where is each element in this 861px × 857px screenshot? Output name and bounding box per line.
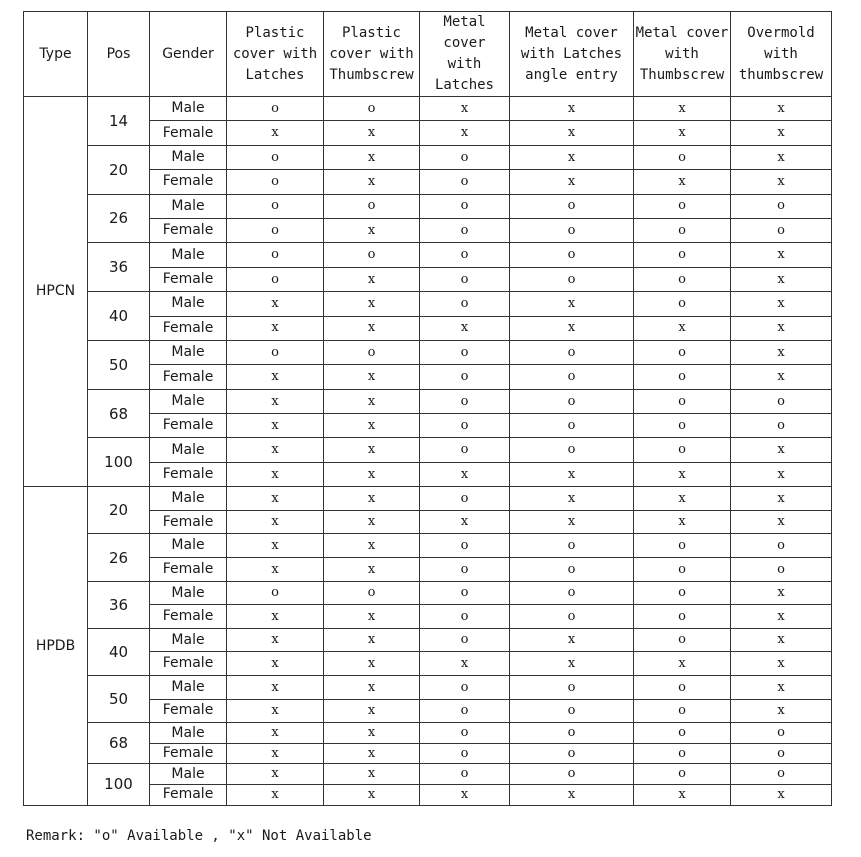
availability-cell: x [324, 365, 420, 389]
availability-cell: o [731, 723, 832, 744]
availability-cell: x [324, 699, 420, 723]
availability-cell: o [510, 389, 634, 413]
availability-cell: o [634, 243, 731, 267]
pos-cell: 40 [88, 292, 150, 341]
availability-cell: x [227, 743, 324, 764]
availability-cell: o [510, 414, 634, 438]
availability-cell: x [731, 97, 832, 121]
availability-cell: o [510, 243, 634, 267]
gender-cell: Male [150, 243, 227, 267]
availability-cell: x [324, 743, 420, 764]
availability-cell: o [510, 581, 634, 605]
pos-cell: 50 [88, 676, 150, 723]
availability-cell: o [510, 365, 634, 389]
availability-cell: o [731, 414, 832, 438]
availability-cell: o [731, 194, 832, 218]
header-line: Overmold [747, 24, 815, 41]
availability-cell: x [634, 97, 731, 121]
gender-cell: Male [150, 676, 227, 700]
availability-cell: o [420, 487, 510, 511]
availability-cell: x [510, 652, 634, 676]
availability-cell: o [510, 218, 634, 242]
availability-cell: o [420, 389, 510, 413]
availability-cell: o [227, 340, 324, 364]
availability-cell: o [634, 764, 731, 785]
availability-cell: x [634, 170, 731, 194]
pos-cell: 100 [88, 764, 150, 805]
availability-cell: x [634, 487, 731, 511]
availability-cell: o [227, 267, 324, 291]
availability-cell: x [324, 558, 420, 582]
availability-cell: o [634, 145, 731, 169]
table-row [24, 534, 832, 558]
pos-cell: 50 [88, 340, 150, 389]
availability-cell: o [324, 243, 420, 267]
availability-cell: o [731, 743, 832, 764]
availability-cell: o [420, 218, 510, 242]
table-row [24, 145, 832, 169]
availability-cell: x [227, 438, 324, 462]
availability-cell: x [731, 628, 832, 652]
pos-cell: 100 [88, 438, 150, 487]
availability-cell: x [227, 487, 324, 511]
availability-cell: x [324, 534, 420, 558]
availability-cell: x [324, 145, 420, 169]
availability-cell: x [227, 676, 324, 700]
pos-cell: 36 [88, 581, 150, 628]
availability-cell: x [634, 652, 731, 676]
availability-cell: o [420, 145, 510, 169]
availability-cell: x [227, 723, 324, 744]
availability-cell: o [634, 676, 731, 700]
availability-cell: x [731, 365, 832, 389]
availability-cell: x [510, 510, 634, 534]
availability-cell: x [510, 121, 634, 145]
availability-cell: x [510, 462, 634, 486]
availability-cell: o [634, 438, 731, 462]
availability-cell: x [731, 438, 832, 462]
gender-cell: Female [150, 462, 227, 486]
availability-cell: x [324, 292, 420, 316]
availability-cell: o [634, 365, 731, 389]
availability-cell: o [510, 676, 634, 700]
header-metal-thumbscrew [634, 12, 731, 97]
availability-cell: o [227, 243, 324, 267]
availability-cell: o [634, 723, 731, 744]
availability-cell: o [634, 218, 731, 242]
availability-cell: x [324, 462, 420, 486]
availability-cell: o [634, 605, 731, 629]
availability-cell: o [510, 743, 634, 764]
pos-cell: 20 [88, 487, 150, 534]
availability-cell: x [227, 414, 324, 438]
gender-cell: Male [150, 340, 227, 364]
gender-cell: Female [150, 510, 227, 534]
availability-cell: o [634, 558, 731, 582]
availability-cell: x [324, 438, 420, 462]
pos-cell: 14 [88, 97, 150, 146]
availability-cell: o [420, 699, 510, 723]
availability-cell: x [420, 784, 510, 805]
header-line: Plastic [245, 24, 305, 41]
gender-cell: Female [150, 605, 227, 629]
availability-cell: x [731, 487, 832, 511]
availability-cell: o [324, 581, 420, 605]
gender-cell: Female [150, 121, 227, 145]
availability-cell: o [420, 534, 510, 558]
header-line: Metal [443, 14, 486, 30]
availability-cell: x [324, 652, 420, 676]
gender-cell: Male [150, 389, 227, 413]
availability-cell: o [634, 292, 731, 316]
availability-cell: x [227, 652, 324, 676]
table-row [24, 194, 832, 218]
availability-cell: x [731, 316, 832, 340]
header-line: cover [443, 35, 486, 51]
availability-cell: o [510, 438, 634, 462]
gender-cell: Female [150, 170, 227, 194]
gender-cell: Male [150, 581, 227, 605]
header-gender: Gender [150, 12, 227, 97]
availability-cell: o [324, 340, 420, 364]
availability-cell: o [227, 194, 324, 218]
availability-cell: o [420, 292, 510, 316]
table-row [24, 581, 832, 605]
gender-cell: Male [150, 194, 227, 218]
availability-cell: o [510, 267, 634, 291]
availability-cell: x [731, 170, 832, 194]
availability-cell: o [634, 267, 731, 291]
availability-cell: x [227, 462, 324, 486]
pos-cell: 36 [88, 243, 150, 292]
gender-cell: Male [150, 534, 227, 558]
availability-cell: x [510, 170, 634, 194]
table-row [24, 438, 832, 462]
availability-cell: x [324, 510, 420, 534]
header-line: Metal cover [525, 24, 618, 41]
availability-cell: o [420, 628, 510, 652]
table-row [24, 764, 832, 785]
availability-cell: x [731, 605, 832, 629]
availability-cell: x [731, 340, 832, 364]
header-line: angle entry [525, 66, 618, 83]
availability-cell: o [731, 764, 832, 785]
availability-cell: o [420, 558, 510, 582]
availability-cell: o [634, 194, 731, 218]
availability-cell: x [634, 121, 731, 145]
gender-cell: Female [150, 784, 227, 805]
availability-cell: x [227, 292, 324, 316]
header-line: thumbscrew [738, 66, 824, 83]
header-pos: Pos [88, 12, 150, 97]
table-row [24, 487, 832, 511]
availability-cell: o [634, 628, 731, 652]
availability-cell: x [731, 676, 832, 700]
availability-cell: x [324, 784, 420, 805]
availability-cell: x [324, 628, 420, 652]
table-row [24, 389, 832, 413]
availability-cell: o [420, 676, 510, 700]
pos-cell: 20 [88, 145, 150, 194]
availability-cell: o [420, 365, 510, 389]
availability-cell: o [420, 743, 510, 764]
availability-cell: x [510, 487, 634, 511]
availability-cell: x [510, 784, 634, 805]
availability-cell: x [731, 121, 832, 145]
availability-cell: x [731, 462, 832, 486]
table-row [24, 676, 832, 700]
availability-cell: x [510, 97, 634, 121]
availability-cell: o [420, 170, 510, 194]
availability-cell: x [420, 510, 510, 534]
availability-cell: o [731, 558, 832, 582]
pos-cell: 40 [88, 628, 150, 675]
gender-cell: Male [150, 438, 227, 462]
availability-cell: x [634, 510, 731, 534]
gender-cell: Female [150, 699, 227, 723]
availability-cell: o [510, 723, 634, 744]
availability-cell: o [420, 438, 510, 462]
type-cell: HPDB [24, 487, 88, 805]
availability-cell: o [420, 267, 510, 291]
availability-cell: o [510, 340, 634, 364]
table-row [24, 97, 832, 121]
availability-cell: x [420, 97, 510, 121]
availability-cell: o [731, 534, 832, 558]
availability-cell: o [420, 194, 510, 218]
availability-cell: x [227, 628, 324, 652]
availability-cell: x [510, 145, 634, 169]
availability-cell: x [324, 487, 420, 511]
header-line: Thumbscrew [329, 66, 414, 83]
availability-cell: x [227, 605, 324, 629]
availability-cell: o [324, 97, 420, 121]
availability-cell: x [324, 389, 420, 413]
header-line: with [764, 45, 798, 62]
availability-cell: o [510, 534, 634, 558]
gender-cell: Male [150, 628, 227, 652]
availability-cell: x [634, 462, 731, 486]
availability-cell: x [731, 784, 832, 805]
availability-cell: x [420, 462, 510, 486]
gender-cell: Female [150, 414, 227, 438]
header-plastic-thumbscrew [324, 12, 420, 97]
availability-cell: o [634, 389, 731, 413]
availability-cell: x [324, 218, 420, 242]
availability-cell: o [227, 218, 324, 242]
gender-cell: Male [150, 292, 227, 316]
availability-cell: x [731, 581, 832, 605]
header-line: Metal cover [635, 24, 729, 41]
header-line: Plastic [341, 24, 401, 41]
pos-cell: 68 [88, 389, 150, 438]
availability-cell: x [420, 316, 510, 340]
availability-cell: x [634, 316, 731, 340]
availability-cell: o [227, 145, 324, 169]
availability-cell: x [324, 676, 420, 700]
availability-cell: x [731, 267, 832, 291]
pos-cell: 26 [88, 194, 150, 243]
availability-cell: x [510, 292, 634, 316]
availability-cell: o [420, 340, 510, 364]
header-line: with [447, 56, 482, 72]
availability-cell: x [227, 316, 324, 340]
availability-cell: o [634, 534, 731, 558]
gender-cell: Female [150, 743, 227, 764]
table-row [24, 723, 832, 744]
availability-cell: o [227, 581, 324, 605]
availability-cell: o [420, 243, 510, 267]
header-type: Type [24, 12, 88, 97]
availability-cell: o [420, 723, 510, 744]
availability-cell: o [420, 414, 510, 438]
availability-cell: o [634, 581, 731, 605]
availability-cell: x [227, 389, 324, 413]
availability-cell: x [227, 510, 324, 534]
table-row [24, 243, 832, 267]
availability-cell: x [227, 699, 324, 723]
header-line: Latches [245, 66, 305, 83]
availability-cell: x [731, 243, 832, 267]
group-hpcn [24, 97, 832, 487]
availability-cell: x [731, 292, 832, 316]
header-metal-latches [420, 12, 510, 97]
availability-cell: x [510, 316, 634, 340]
availability-cell: o [510, 605, 634, 629]
header-line: cover with [232, 45, 318, 62]
table-row [24, 628, 832, 652]
header-line: with Latches [520, 45, 623, 62]
header-row [24, 12, 832, 97]
gender-cell: Male [150, 487, 227, 511]
availability-cell: x [227, 558, 324, 582]
remark-note: Remark: "o" Available , "x" Not Available [26, 828, 372, 844]
availability-cell: x [731, 145, 832, 169]
availability-cell: x [227, 534, 324, 558]
availability-cell: x [420, 652, 510, 676]
availability-cell: o [420, 605, 510, 629]
pos-cell: 26 [88, 534, 150, 581]
availability-cell: x [324, 723, 420, 744]
table-row [24, 292, 832, 316]
availability-cell: x [731, 510, 832, 534]
availability-cell: x [324, 316, 420, 340]
availability-cell: x [227, 365, 324, 389]
availability-cell: o [227, 170, 324, 194]
availability-cell: x [731, 699, 832, 723]
availability-cell: x [324, 170, 420, 194]
availability-cell: o [510, 558, 634, 582]
pos-cell: 68 [88, 723, 150, 764]
gender-cell: Female [150, 558, 227, 582]
header-line: cover with [329, 45, 414, 62]
gender-cell: Female [150, 267, 227, 291]
availability-cell: o [634, 340, 731, 364]
header-line: with [665, 45, 699, 62]
gender-cell: Male [150, 723, 227, 744]
availability-cell: x [420, 121, 510, 145]
type-cell: HPCN [24, 97, 88, 487]
availability-cell: x [227, 764, 324, 785]
availability-cell: x [324, 414, 420, 438]
availability-cell: o [510, 764, 634, 785]
availability-cell: x [227, 121, 324, 145]
header-line: Thumbscrew [639, 66, 725, 83]
availability-cell: o [420, 581, 510, 605]
gender-cell: Female [150, 652, 227, 676]
availability-cell: x [324, 605, 420, 629]
availability-cell: o [324, 194, 420, 218]
availability-cell: x [731, 652, 832, 676]
availability-cell: o [634, 743, 731, 764]
availability-cell: x [634, 784, 731, 805]
availability-cell: o [420, 764, 510, 785]
header-overmold-thumbscrew [731, 12, 832, 97]
availability-cell: o [731, 218, 832, 242]
availability-cell: o [634, 699, 731, 723]
availability-cell: x [324, 121, 420, 145]
header-line: Latches [434, 77, 494, 93]
gender-cell: Male [150, 764, 227, 785]
table-row [24, 340, 832, 364]
availability-cell: o [510, 699, 634, 723]
gender-cell: Male [150, 97, 227, 121]
availability-cell: o [634, 414, 731, 438]
header-metal-latches-angle [510, 12, 634, 97]
availability-cell: o [510, 194, 634, 218]
availability-cell: o [227, 97, 324, 121]
availability-cell: x [324, 267, 420, 291]
availability-table [23, 11, 832, 806]
header-plastic-latches [227, 12, 324, 97]
gender-cell: Female [150, 316, 227, 340]
gender-cell: Female [150, 365, 227, 389]
gender-cell: Male [150, 145, 227, 169]
group-hpdb [24, 487, 832, 805]
availability-cell: x [324, 764, 420, 785]
gender-cell: Female [150, 218, 227, 242]
availability-cell: x [227, 784, 324, 805]
availability-cell: o [731, 389, 832, 413]
availability-cell: x [510, 628, 634, 652]
